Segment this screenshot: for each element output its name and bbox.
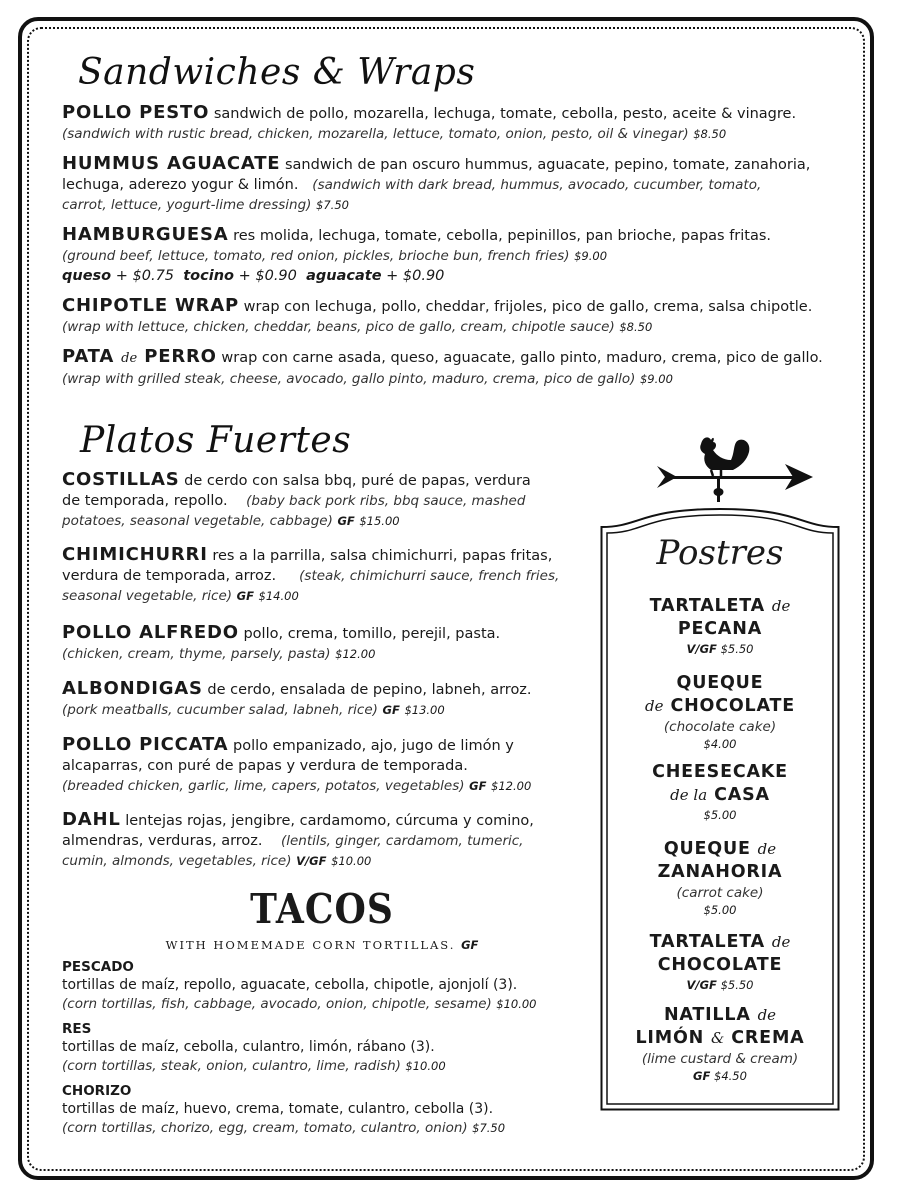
item-name: PESCADO	[62, 959, 134, 975]
item-desc: pollo, crema, tomillo, perejil, pasta.	[243, 626, 501, 642]
item-english-2: potatoes, seasonal vegetable, cabbage)	[62, 513, 333, 529]
rooster-weathervane-icon	[655, 430, 815, 514]
item-price: $13.00	[404, 703, 445, 717]
menu-item-pollo-alfredo	[62, 623, 592, 664]
item-price: $14.00	[258, 589, 299, 603]
menu-item-dahl	[62, 810, 592, 871]
tacos-subtitle: WITH HOMEMADE CORN TORTILLAS. GF	[165, 938, 479, 952]
item-desc: de cerdo, ensalada de pepino, labneh, arroz.	[207, 682, 532, 698]
item-name: CHORIZO	[62, 1083, 132, 1099]
item-price: $8.50	[693, 127, 727, 141]
dessert-item: TARTALETA de PECANA V/GF $5.50	[649, 596, 791, 656]
item-price: $12.00	[335, 647, 376, 661]
menu-item-pata-de-perro	[62, 347, 832, 389]
dessert-item: QUEQUE de CHOCOLATE (chocolate cake) $4.00	[645, 673, 795, 751]
menu-item-hamburguesa	[62, 225, 832, 286]
item-desc: sandwich de pollo, mozarella, lechuga, tomate, cebolla, pesto, aceite & vinagre.	[213, 106, 797, 122]
section-title-postres: Postres	[656, 533, 784, 573]
section-title-platos: Platos Fuertes	[80, 420, 352, 461]
item-name: DAHL	[62, 809, 121, 830]
item-desc: wrap con lechuga, pollo, cheddar, frijoles, pico de gallo, crema, salsa chipotle.	[243, 299, 813, 315]
postres-panel	[600, 505, 840, 1111]
dessert-item: TARTALETA de CHOCOLATE V/GF $5.50	[649, 932, 791, 992]
dessert-item: QUEQUE de ZANAHORIA (carrot cake) $5.00	[657, 839, 783, 917]
item-desc-2: de temporada, repollo.	[62, 493, 228, 509]
item-desc-2: almendras, verduras, arroz.	[62, 833, 263, 849]
extra-price: + $0.90	[386, 268, 445, 284]
section-title-tacos: TACOS	[250, 884, 394, 934]
item-extras	[62, 266, 832, 286]
extra-label: aguacate	[306, 268, 382, 284]
taco-item-res	[62, 1020, 622, 1076]
menu-item-pollo-piccata	[62, 735, 592, 796]
item-tag: GF	[382, 703, 400, 717]
item-name: CHIPOTLE WRAP	[62, 295, 240, 316]
item-name: POLLO PICCATA	[62, 734, 229, 755]
item-name: CHIMICHURRI	[62, 544, 208, 565]
item-tag: GF	[337, 514, 355, 528]
item-desc: de cerdo con salsa bbq, puré de papas, verdura	[184, 473, 531, 489]
dessert-item: NATILLA de LIMÓN & CREMA (lime custard & cream) GF $4.50	[635, 1005, 805, 1083]
extra-price: + $0.75	[115, 268, 175, 284]
item-desc: tortillas de maíz, huevo, crema, tomate, culantro, cebolla (3).	[62, 1101, 494, 1117]
taco-item-chorizo	[62, 1082, 622, 1138]
item-english: (steak, chimichurri sauce, french fries,	[299, 568, 560, 584]
item-name: HAMBURGUESA	[62, 224, 229, 245]
menu-item-chimichurri	[62, 545, 592, 606]
section-title-sandwiches: Sandwiches & Wraps	[78, 52, 476, 93]
item-english: (breaded chicken, garlic, lime, capers, potatos, vegetables)	[62, 778, 465, 794]
menu-item-pollo-pesto	[62, 103, 832, 144]
item-desc: tortillas de maíz, repollo, aguacate, cebolla, chipotle, ajonjolí (3).	[62, 977, 518, 993]
item-english: (sandwich with dark bread, hummus, avocado, cucumber, tomato,	[312, 177, 762, 193]
item-name: HUMMUS AGUACATE	[62, 153, 281, 174]
item-desc-2: verdura de temporada, arroz.	[62, 568, 277, 584]
item-desc: sandwich de pan oscuro hummus, aguacate, pepino, tomate, zanahoria,	[284, 157, 811, 173]
dessert-item: CHEESECAKE de la CASA $5.00	[652, 762, 788, 822]
item-price: $9.00	[639, 372, 673, 386]
extra-price: + $0.90	[238, 268, 297, 284]
item-english: (pork meatballs, cucumber salad, labneh, rice)	[62, 702, 378, 718]
item-english: (wrap with lettuce, chicken, cheddar, beans, pico de gallo, cream, chipotle sauce)	[62, 319, 615, 335]
item-name: POLLO ALFREDO	[62, 622, 239, 643]
item-tag: GF	[236, 589, 254, 603]
item-price: $7.50	[316, 198, 349, 212]
item-english: (wrap with grilled steak, cheese, avocado, gallo pinto, maduro, crema, pico de gallo)	[62, 371, 636, 387]
menu-item-albondigas	[62, 679, 592, 720]
item-english-2: carrot, lettuce, yogurt-lime dressing)	[62, 197, 312, 213]
item-desc: tortillas de maíz, cebolla, culantro, limón, rábano (3).	[62, 1039, 435, 1055]
item-name: COSTILLAS	[62, 469, 180, 490]
item-desc-2: alcaparras, con puré de papas y verdura de temporada.	[62, 758, 468, 774]
item-price: $8.50	[619, 320, 653, 334]
extra-label: queso	[62, 268, 112, 284]
item-desc: wrap con carne asada, queso, aguacate, gallo pinto, maduro, crema, pico de gallo.	[221, 350, 823, 366]
item-desc: res a la parrilla, salsa chimichurri, papas fritas,	[212, 548, 553, 564]
menu-item-chipotle-wrap	[62, 296, 832, 337]
item-desc: lentejas rojas, jengibre, cardamomo, cúrcuma y comino,	[125, 813, 534, 829]
item-price: $9.00	[574, 249, 608, 263]
item-english: (lentils, ginger, cardamom, tumeric,	[280, 833, 524, 849]
item-english-2: cumin, almonds, vegetables, rice)	[62, 853, 292, 869]
item-price: $7.50	[472, 1121, 506, 1135]
item-english: (corn tortillas, fish, cabbage, avocado, onion, chipotle, sesame)	[62, 996, 492, 1012]
item-price: $15.00	[359, 514, 400, 528]
item-english: (ground beef, lettuce, tomato, red onion, pickles, brioche bun, french fries)	[62, 248, 570, 264]
menu-item-costillas	[62, 470, 592, 531]
item-price: $10.00	[496, 997, 537, 1011]
item-english: (sandwich with rustic bread, chicken, mozarella, lettuce, tomato, onion, pesto, oil & vinegar)	[62, 126, 689, 142]
item-desc-2: lechuga, aderezo yogur & limón.	[62, 177, 299, 193]
item-name: ALBONDIGAS	[62, 678, 203, 699]
item-tag: GF	[469, 779, 487, 793]
item-price: $12.00	[491, 779, 532, 793]
item-desc: res molida, lechuga, tomate, cebolla, pepinillos, pan brioche, papas fritas.	[233, 228, 772, 244]
item-tag: V/GF	[296, 854, 327, 868]
item-english: (baby back pork ribs, bbq sauce, mashed	[246, 493, 526, 509]
item-price: $10.00	[405, 1059, 446, 1073]
item-name: RES	[62, 1021, 92, 1037]
taco-item-pescado	[62, 958, 622, 1014]
item-price: $10.00	[331, 854, 372, 868]
item-english-2: seasonal vegetable, rice)	[62, 588, 233, 604]
item-english: (corn tortillas, steak, onion, culantro, lime, radish)	[62, 1058, 401, 1074]
item-desc: pollo empanizado, ajo, jugo de limón y	[233, 738, 514, 754]
item-english: (corn tortillas, chorizo, egg, cream, tomato, culantro, onion)	[62, 1120, 468, 1136]
item-name: PATA de PERRO	[62, 346, 217, 367]
item-name: POLLO PESTO	[62, 102, 210, 123]
item-english: (chicken, cream, thyme, parsely, pasta)	[62, 646, 331, 662]
extra-label: tocino	[183, 268, 234, 284]
menu-item-hummus-aguacate	[62, 154, 832, 215]
